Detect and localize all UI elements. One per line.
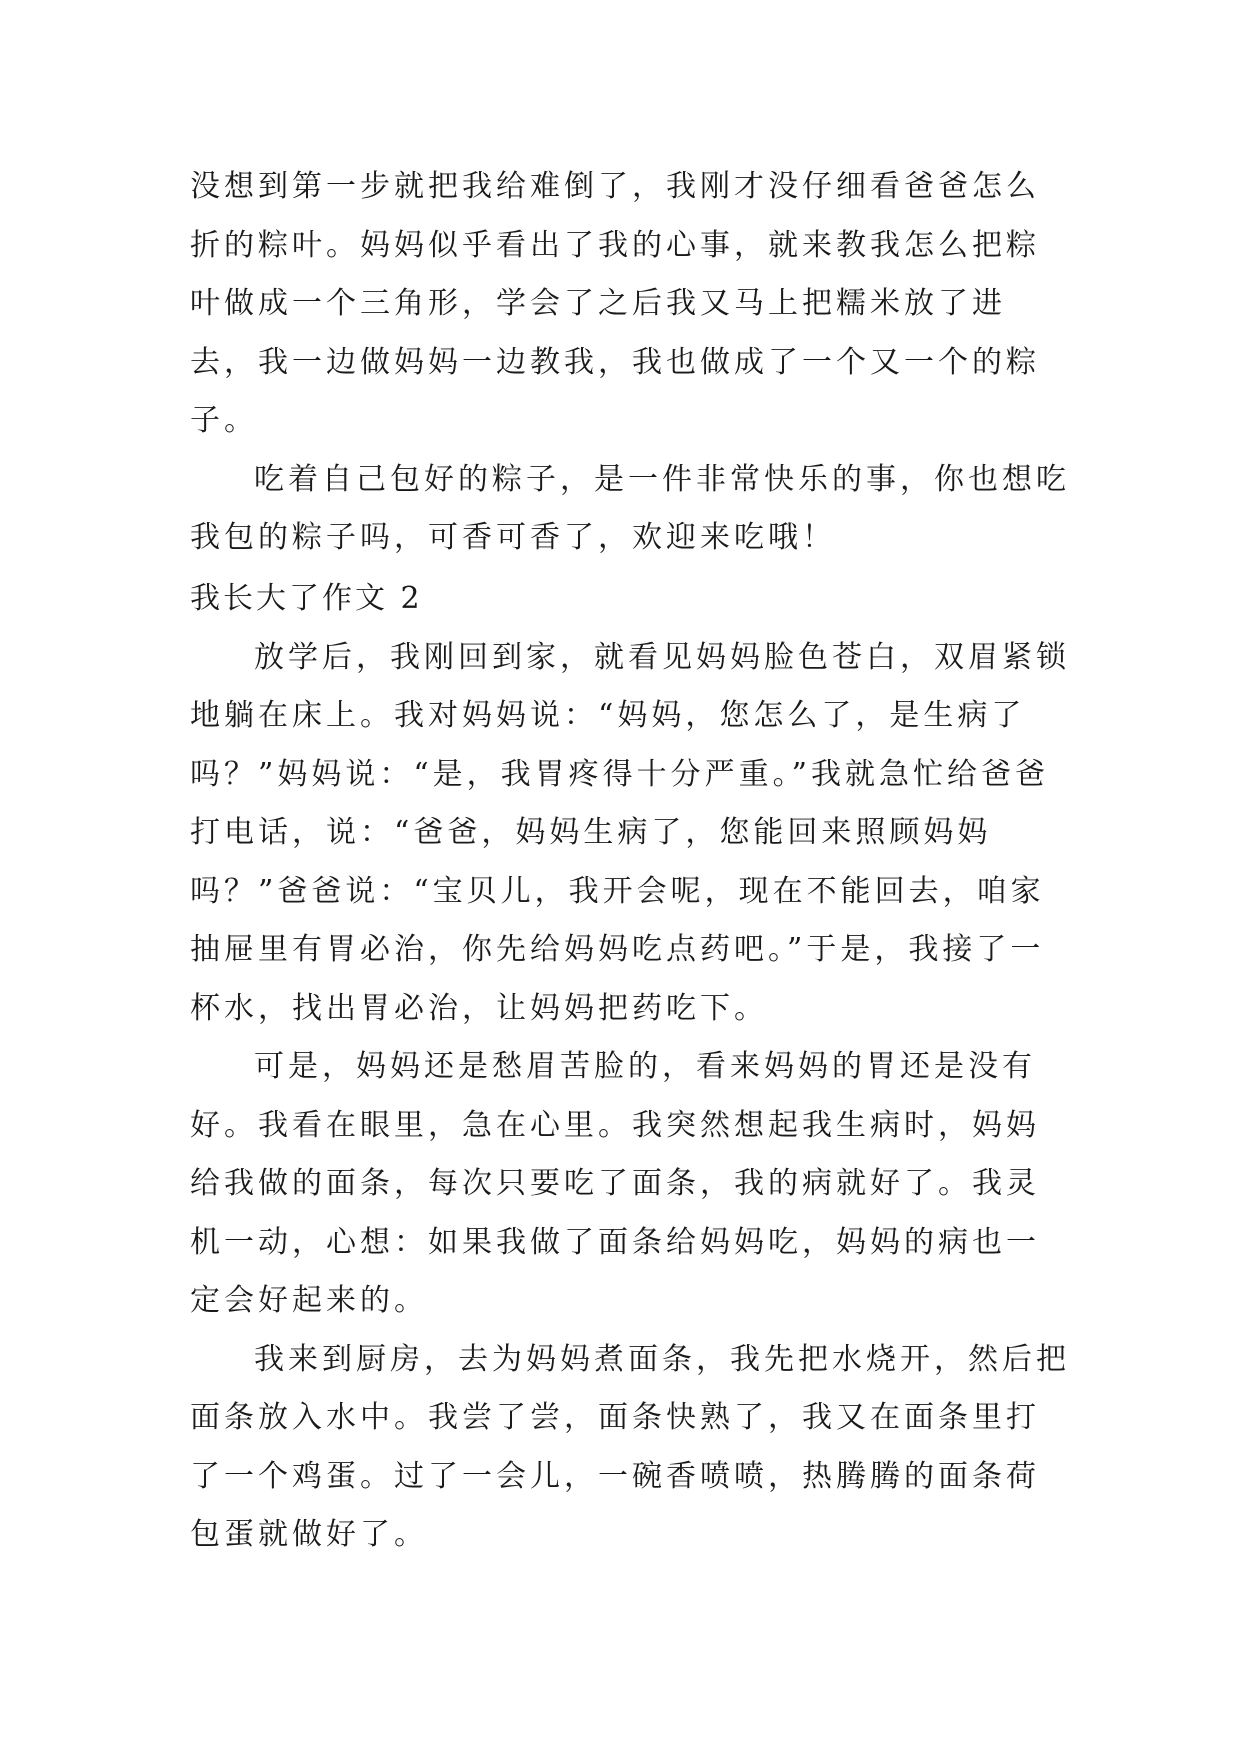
paragraph-zongzi-wrapping: 没想到第一步就把我给难倒了，我刚才没仔细看爸爸怎么折的粽叶。妈妈似乎看出了我的心事，就来教我怎么把粽叶做成一个三角形，学会了之后我又马上把糯米放了进去，我一边做妈妈一边教我，我也做成了一个又一个的粽子。: [190, 169, 1040, 438]
essay-section-2: [190, 570, 1070, 1565]
paragraph-cooking-noodles: 我来到厨房，去为妈妈煮面条，我先把水烧开，然后把面条放入水中。我尝了尝，面条快熟了，我又在面条里打了一个鸡蛋。过了一会儿，一碗香喷喷，热腾腾的面条荷包蛋就做好了。: [190, 1341, 1070, 1552]
paragraph-eating-zongzi: 吃着自己包好的粽子，是一件非常快乐的事，你也想吃我包的粽子吗，可香可香了，欢迎来吃哦！: [190, 461, 1070, 555]
paragraph-mom-sick: 放学后，我刚回到家，就看见妈妈脸色苍白，双眉紧锁地躺在床上。我对妈妈说：“妈妈，您怎么了，是生病了吗？”妈妈说：“是，我胃疼得十分严重。”我就急忙给爸爸打电话，说：“爸爸，妈妈生病了，您能回来照顾妈妈吗？”爸爸说：“宝贝儿，我开会呢，现在不能回去，咱家抽屉里有胃必治，你先给妈妈吃点药吧。”于是，我接了一杯水，找出胃必治，让妈妈把药吃下。: [190, 639, 1070, 1026]
essay-continuation: [190, 158, 1070, 568]
paragraph-idea-noodles: 可是，妈妈还是愁眉苦脸的，看来妈妈的胃还是没有好。我看在眼里，急在心里。我突然想起我生病时，妈妈给我做的面条，每次只要吃了面条，我的病就好了。我灵机一动，心想：如果我做了面条给妈妈吃，妈妈的病也一定会好起来的。: [190, 1049, 1040, 1318]
essay-title: 我长大了作文 2: [190, 581, 423, 616]
